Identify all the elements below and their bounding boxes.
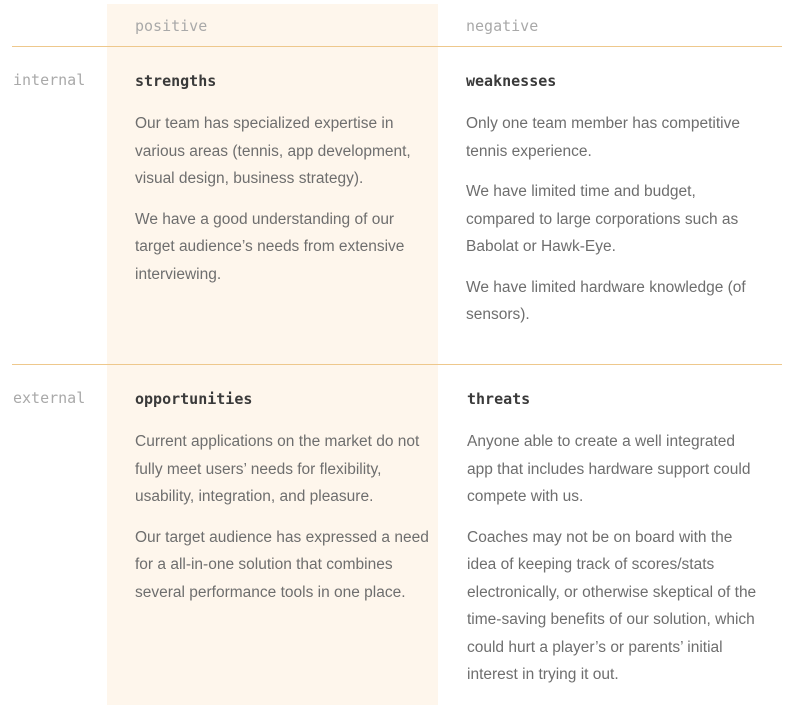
weaknesses-cell: [466, 69, 766, 342]
weaknesses-paragraph: We have limited hardware knowledge (of sensors).: [466, 278, 746, 323]
opportunities-cell: [135, 387, 435, 619]
threats-title: threats: [467, 390, 531, 408]
threats-cell: [467, 387, 757, 702]
strengths-paragraph: Our team has specialized expertise in various areas (tennis, app development, visual design, business strategy).: [135, 115, 411, 187]
column-header-negative: negative: [466, 17, 539, 35]
opportunities-paragraph: Current applications on the market do not fully meet users’ needs for flexibility, usability, integration, and pleasure.: [135, 433, 420, 505]
opportunities-title: opportunities: [135, 390, 253, 408]
row-header-internal: internal: [13, 71, 86, 89]
strengths-paragraph: We have a good understanding of our target audience’s needs from extensive interviewing.: [135, 210, 405, 283]
weaknesses-paragraph: Only one team member has competitive tennis experience.: [466, 115, 740, 160]
threats-paragraph: Coaches may not be on board with the idea of keeping track of scores/stats electronically, or otherwise skeptical of the time-saving benefits of our solution, which could hurt a player’s or parents’ initial interest in trying it out.: [467, 528, 757, 683]
threats-paragraph: Anyone able to create a well integrated app that includes hardware support could compete with us.: [467, 433, 751, 505]
row-divider: [12, 364, 782, 365]
column-header-positive: positive: [135, 17, 208, 35]
strengths-title: strengths: [135, 72, 217, 90]
weaknesses-title: weaknesses: [466, 72, 557, 90]
row-header-external: external: [13, 389, 86, 407]
strengths-cell: [135, 69, 435, 301]
weaknesses-paragraph: We have limited time and budget, compared to large corporations such as Babolat or Hawk-Eye.: [466, 183, 739, 255]
opportunities-paragraph: Our target audience has expressed a need for a all-in-one solution that combines several performance tools in one place.: [135, 528, 429, 601]
header-divider: [12, 46, 782, 47]
